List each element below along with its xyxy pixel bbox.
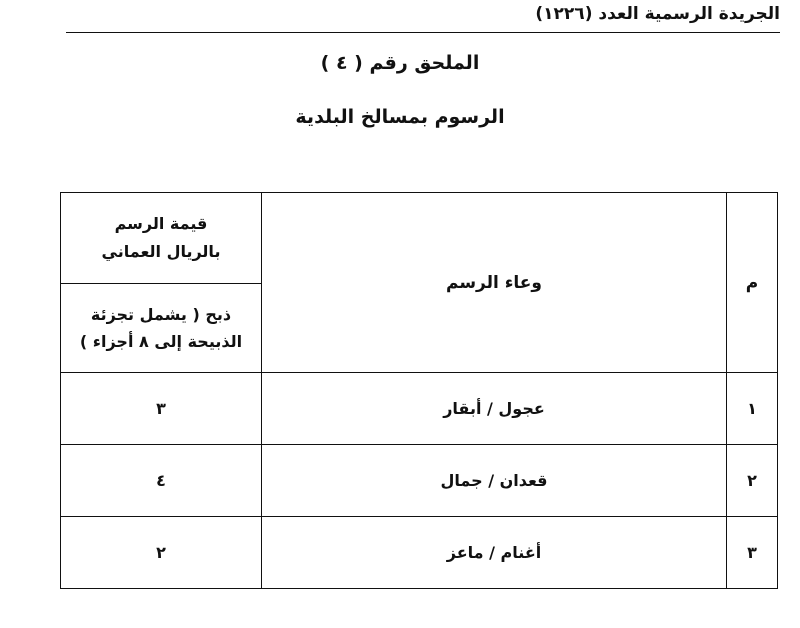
row-number-cell: ١ <box>727 373 778 445</box>
item-cell: عجول / أبقار <box>262 373 727 445</box>
value-header-line2: بالريال العماني <box>101 242 221 261</box>
slaughter-subheader-line2: الذبيحة إلى ٨ أجزاء ) <box>79 332 243 351</box>
header-divider <box>66 32 780 33</box>
slaughter-subheader-line1: ذبح ( يشمل تجزئة <box>90 305 232 324</box>
item-cell: قعدان / جمال <box>262 445 727 517</box>
fee-cell: ٤ <box>61 445 262 517</box>
slaughter-subheader <box>61 284 262 373</box>
fee-cell: ٢ <box>61 517 262 589</box>
number-column-header: م <box>727 193 778 373</box>
running-header: الجريدة الرسمية العدد (١٢٢٦) <box>535 4 780 24</box>
value-header-line1: قيمة الرسم <box>114 214 208 233</box>
table-row <box>61 373 778 445</box>
annex-title: الملحق رقم ( ٤ ) <box>320 52 480 74</box>
container-column-header: وعاء الرسم <box>262 193 727 373</box>
value-column-header <box>61 193 262 284</box>
annex-subtitle: الرسوم بمسالخ البلدية <box>295 106 505 128</box>
fee-cell: ٣ <box>61 373 262 445</box>
table-row <box>61 517 778 589</box>
item-cell: أغنام / ماعز <box>262 517 727 589</box>
fees-table <box>60 192 778 589</box>
row-number-cell: ٢ <box>727 445 778 517</box>
table-row <box>61 445 778 517</box>
row-number-cell: ٣ <box>727 517 778 589</box>
